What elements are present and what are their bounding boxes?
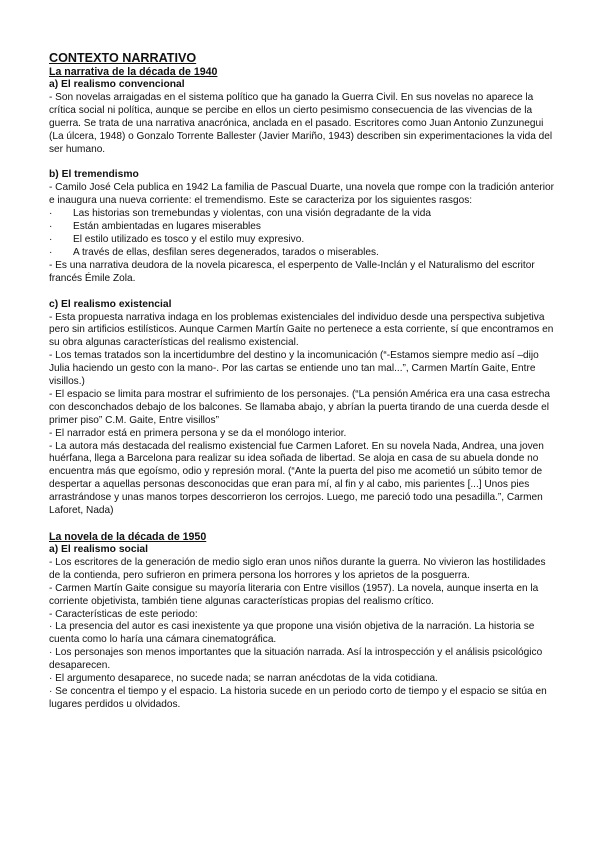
subheading-realismo-convencional: a) El realismo convencional xyxy=(49,79,185,90)
paragraph: - Es una narrativa deudora de la novela picaresca, el esperpento de Valle-Inclán y el Naturalismo del escritor francés Émile Zola. xyxy=(49,259,535,284)
bullet-marker: · xyxy=(49,246,53,258)
paragraph: - El espacio se limita para mostrar el sufrimiento de los personajes. (“La pensión América era una casa estrecha con desconchados debajo de los balcones. Se llamaba abajo, y abrían la puerta tirando de una cuerda desde el primer piso” C.M. Gaite, Entre visillos” xyxy=(49,388,551,426)
list-item xyxy=(49,247,557,260)
subheading-tremendismo: b) El tremendismo xyxy=(49,169,139,181)
document-title: CONTEXTO NARRATIVO xyxy=(49,51,197,65)
subheading-realismo-social: a) El realismo social xyxy=(49,544,149,555)
paragraph: - Carmen Martín Gaite consigue su mayoría literaria con Entre visillos (1957). La novela, aunque inserta en la corriente objetivista, también tiene algunas características propias del realismo crítico. xyxy=(49,582,539,607)
list-item xyxy=(49,221,557,234)
section-heading-1950: La novela de la década de 1950 xyxy=(49,531,207,543)
paragraph: · La presencia del autor es casi inexistente ya que propone una visión objetiva de la narración. La historia se cuenta como lo haría una cámara cinematográfica. xyxy=(49,621,535,646)
document-page xyxy=(49,51,557,712)
bullet-marker: · xyxy=(49,233,53,245)
subheading-realismo-existencial: c) El realismo existencial xyxy=(49,298,172,310)
paragraph: - El narrador está en primera persona y se da el monólogo interior. xyxy=(49,427,347,439)
paragraph: - Esta propuesta narrativa indaga en los problemas existenciales del individuo desde una perspectiva subjetiva pero sin artificios estilísticos. Aunque Carmen Martín Gaite no pertenece a esta corriente, sí que encontramos en su obra algunas características del realismo existencial. xyxy=(49,311,554,349)
paragraph: - Son novelas arraigadas en el sistema político que ha ganado la Guerra Civil. En sus novelas no aparece la crítica social ni política, aunque se percibe en ellos un cierto pesimismo consecuencia de las vivencias de la guerra. Se trata de una narrativa anacrónica, anclada en el pasado. Escritores como Juan Antonio Zunzunegui (La úlcera, 1948) o Gonzalo Torrente Ballester (Javier Mariño, 1943) describen sin experimentaciones la vida del ser humano. xyxy=(49,91,553,155)
bullet-marker: · xyxy=(49,208,53,220)
list-item-text: A través de ellas, desfilan seres degenerados, tarados o miserables. xyxy=(73,246,379,258)
paragraph: · El argumento desaparece, no sucede nada; se narran anécdotas de la vida cotidiana. xyxy=(49,673,438,685)
paragraph: - Camilo José Cela publica en 1942 La familia de Pascual Duarte, una novela que rompe con la tradición anterior e inaugura una nueva corriente: el tremendismo. Este se caracteriza por los siguientes rasgos: xyxy=(49,182,554,207)
bullet-marker: · xyxy=(49,221,53,233)
paragraph: - Los temas tratados son la incertidumbre del destino y la incomunicación (“-Estamos siempre medio así –dijo Julia haciendo un gesto con la mano-. Por las cartas se entiende uno tan mal...”, Carmen Martín Gaite, Entre visillos.) xyxy=(49,350,539,388)
list-item-text: Están ambientadas en lugares miserables xyxy=(73,221,261,233)
list-item-text: El estilo utilizado es tosco y el estilo muy expresivo. xyxy=(73,233,305,245)
bullet-list xyxy=(49,208,557,260)
paragraph: · Los personajes son menos importantes que la situación narrada. Así la introspección y el análisis psicológico desaparecen. xyxy=(49,647,543,672)
paragraph: · Se concentra el tiempo y el espacio. La historia sucede en un periodo corto de tiempo y el espacio se sitúa en lugares perdidos u olvidados. xyxy=(49,685,547,710)
list-item-text: Las historias son tremebundas y violentas, con una visión degradante de la vida xyxy=(73,208,431,220)
list-item xyxy=(49,208,557,221)
section-heading-1940: La narrativa de la década de 1940 xyxy=(49,66,218,78)
paragraph: - Los escritores de la generación de medio siglo eran unos niños durante la guerra. No vivieron las hostilidades de la contienda, pero sufrieron en primera persona los horrores y los aprietos de la posguerra. xyxy=(49,556,546,581)
paragraph: - Características de este periodo: xyxy=(49,608,198,620)
paragraph: - La autora más destacada del realismo existencial fue Carmen Laforet. En su novela Nada, Andrea, una joven huérfana, llega a Barcelona para realizar su idea soñada de libertad. Se aloja en casa de su abuela donde no encuentra más que egoísmo, odio y represión moral. (“Ante la puerta del piso me acometió un súbito temor de despertar a aquellas personas desconocidas que eran para mí, al fin y al cabo, mis parientes [...] Unos pies arrastrándose y unas manos torpes descorrieron los cerrojos. Luego, me pareció todo una pesadilla.”, Carmen Laforet, Nada) xyxy=(49,440,544,517)
list-item xyxy=(49,234,557,247)
